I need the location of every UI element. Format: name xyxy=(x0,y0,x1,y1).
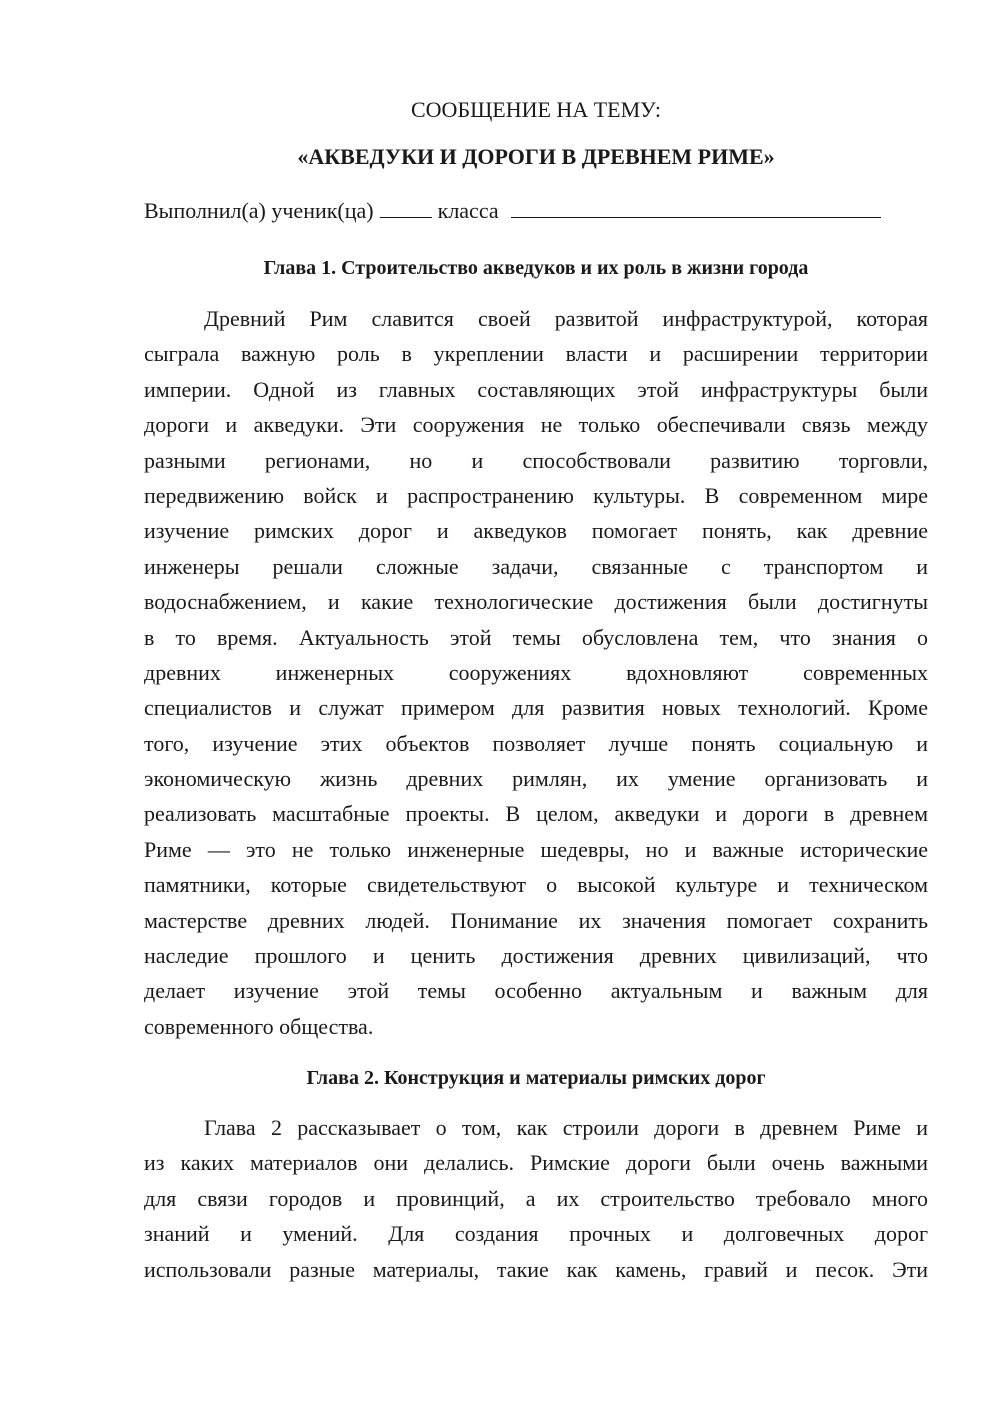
text-line: наследие прошлого и ценить достижения древних цивилизаций, что xyxy=(144,943,928,969)
text-line: современного общества. xyxy=(144,1013,374,1039)
report-title: «АКВЕДУКИ И ДОРОГИ В ДРЕВНЕМ РИМЕ» xyxy=(297,144,775,169)
text-line: памятники, которые свидетельствуют о высокой культуре и техническом xyxy=(144,872,928,898)
topic-heading: СООБЩЕНИЕ НА ТЕМУ: xyxy=(411,97,661,122)
chapter-2-paragraph xyxy=(144,1110,928,1287)
text-line: водоснабжением, и какие технологические достижения были достигнуты xyxy=(144,589,928,615)
text-line: знаний и умений. Для создания прочных и долговечных дорог xyxy=(144,1221,928,1247)
chapter-1-title: Глава 1. Строительство акведуков и их роль в жизни города xyxy=(263,257,809,279)
text-line: передвижению войск и распространению культуры. В современном мире xyxy=(144,482,928,508)
text-line: использовали разные материалы, такие как камень, гравий и песок. Эти xyxy=(144,1256,928,1282)
text-line: разными регионами, но и способствовали развитию торговли, xyxy=(144,447,928,473)
text-line: специалистов и служат примером для развития новых технологий. Кроме xyxy=(144,695,928,721)
class-number-blank[interactable] xyxy=(380,197,432,218)
text-line: Древний Рим славится своей развитой инфраструктурой, которая xyxy=(204,306,928,331)
text-line: из каких материалов они делались. Римские дороги были очень важными xyxy=(144,1150,928,1176)
text-line: мастерстве древних людей. Понимание их значения помогает сохранить xyxy=(144,907,928,933)
chapter-2-title: Глава 2. Конструкция и материалы римских дорог xyxy=(306,1067,766,1089)
text-line: делает изучение этой темы особенно актуальным и важным для xyxy=(144,978,928,1004)
author-line xyxy=(144,196,928,226)
text-line: дороги и акведуки. Эти сооружения не только обеспечивали связь между xyxy=(144,412,928,438)
text-line: империи. Одной из главных составляющих этой инфраструктуры были xyxy=(144,376,928,402)
text-line: Риме — это не только инженерные шедевры, но и важные исторические xyxy=(144,836,928,862)
text-line: древних инженерных сооружениях вдохновляют современных xyxy=(144,659,928,685)
class-label: класса xyxy=(437,198,499,223)
chapter-1-paragraph xyxy=(144,301,928,1044)
text-line: того, изучение этих объектов позволяет лучше понять социальную и xyxy=(144,730,928,756)
text-line: изучение римских дорог и акведуков помогает понять, как древние xyxy=(144,518,928,544)
text-line: экономическую жизнь древних римлян, их умение организовать и xyxy=(144,766,928,792)
text-line: сыграла важную роль в укреплении власти и расширении территории xyxy=(144,341,928,367)
text-line: в то время. Актуальность этой темы обусловлена тем, что знания о xyxy=(144,624,928,650)
text-line: инженеры решали сложные задачи, связанные с транспортом и xyxy=(144,553,928,579)
student-name-blank[interactable] xyxy=(511,197,881,218)
text-line: реализовать масштабные проекты. В целом, акведуки и дороги в древнем xyxy=(144,801,928,827)
text-line: Глава 2 рассказывает о том, как строили дороги в древнем Риме и xyxy=(204,1115,928,1140)
text-line: для связи городов и провинций, а их строительство требовало много xyxy=(144,1185,928,1211)
performed-label: Выполнил(а) ученик(ца) xyxy=(144,198,374,223)
